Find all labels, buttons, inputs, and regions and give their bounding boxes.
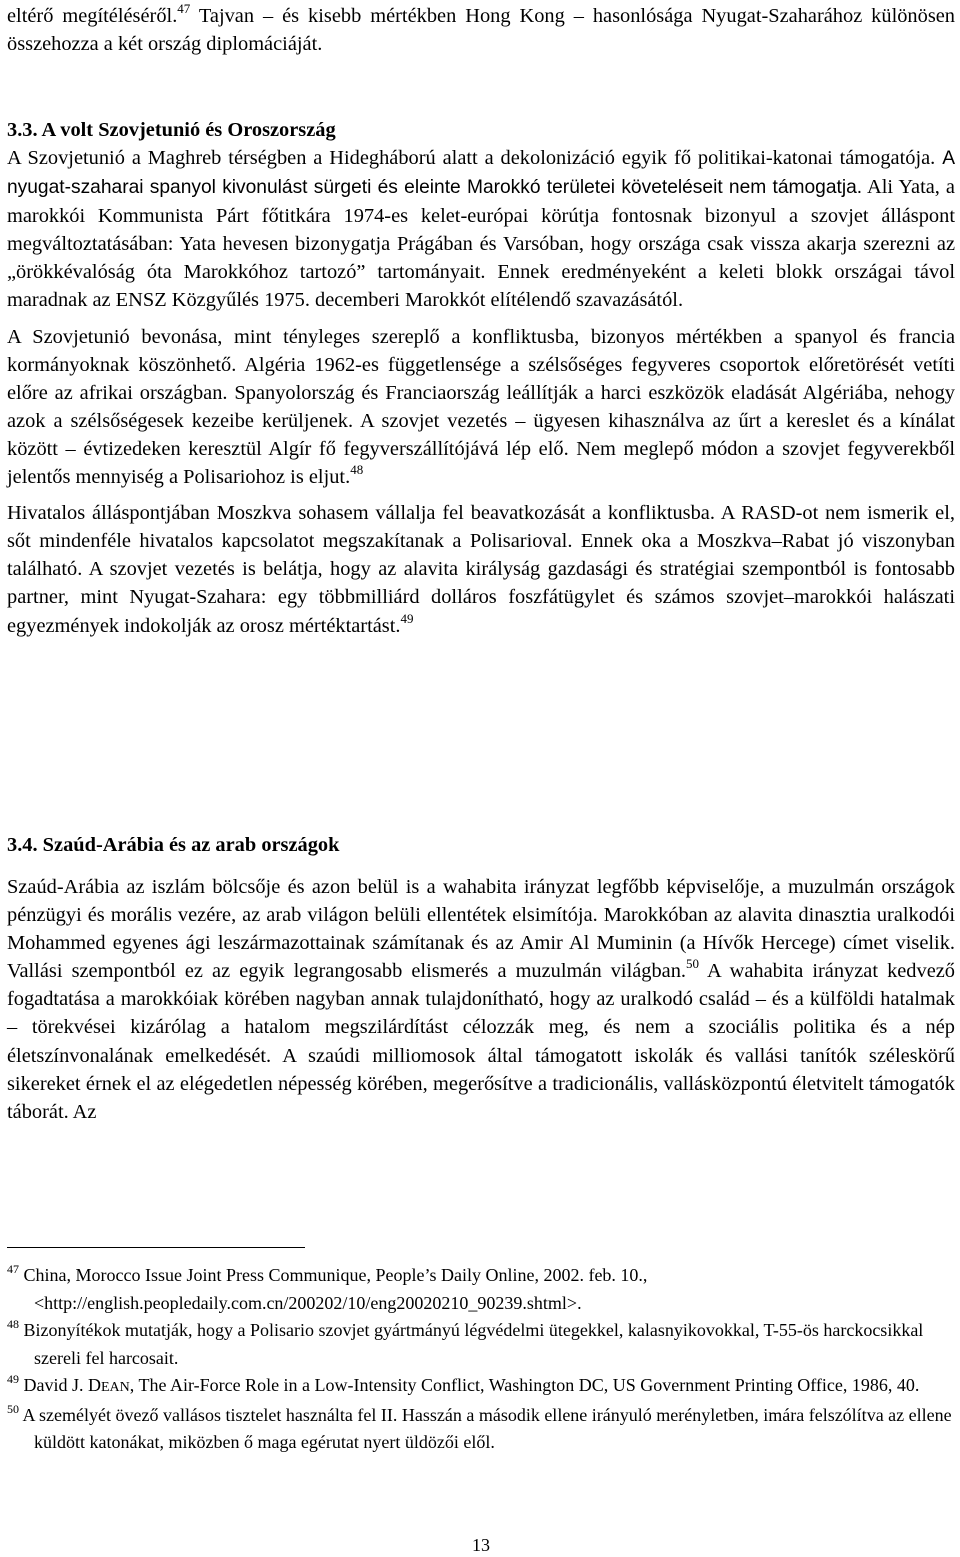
footnote-text: China, Morocco Issue Joint Press Communique, People’s Daily Online, 2002. feb. 10., <http://english.peopledaily.com.cn/200202/10/eng20020210_90239.shtml>. [19, 1265, 648, 1313]
footnote-number: 50 [7, 1401, 19, 1416]
text: A wahabita irányzat kedvező fogadtatása a marokkóiak körében nagyban annak tulajdonítható, hogy az uralkodó család – és a külföldi hatalmak – törekvései kizárólag a hatalom megszilárdítást célozzák meg, és nem a szociális politika és a nép életszínvonalának emelkedését. A szaúdi milliomosok által támogatott iskolák és vallási tanítók széleskörű sikereket érnek el az elégedetlen népesség körében, megerősítve a tradicionális, vallásközpontú életvitelt támogatók táborát. Az [7, 960, 955, 1123]
footnote-48 [7, 1317, 955, 1372]
footnote-author-smallcaps: EAN [101, 1380, 130, 1395]
text: Hivatalos álláspontjában Moszkva sohasem vállalja fel beavatkozását a konfliktusba. A RASD-ot nem ismerik el, sőt mindenféle hivatalos kapcsolatot megszakítanak a Polisarioval. Ennek oka a Moszkva–Rabat jó viszonyban található. A szovjet vezetés is belátja, hogy az alavita királyság gazdasági és stratégiai szempontból is fontosabb partner, mint Nyugat-Szahara: egy többmilliárd dolláros foszfátügylet és számos szovjet–marokkói halászati egyezmények indokolják az orosz mértéktartást. [7, 502, 955, 637]
intro-text: eltérő megítéléséről. [7, 5, 178, 27]
footnote-50 [7, 1402, 955, 1457]
footnote-separator [7, 1247, 305, 1248]
footnote-text: David J. D [19, 1375, 101, 1395]
text: Szaúd-Arábia az iszlám bölcsője és azon belül is a wahabita irányzat legfőbb képviselője, a muzulmán országok pénzügyi és morális vezére, az arab világon belüli ellentétek elsimítója. Marokkóban az alavita dinasztia uralkodói Mohammed egyenes ági leszármazottainak számítanak és az Amir Al Muminin (a Hívők Hercege) címet viselik. Vallási szempontból ez az egyik legrangosabb elismerés a muzulmán világban. [7, 876, 955, 983]
intro-text-cont: Tajvan – és kisebb mértékben Hong Kong – hasonlósága Nyugat-Szaharához különösen összehozza a két ország diplomáciáját. [7, 5, 956, 56]
footnote-number: 47 [7, 1262, 19, 1276]
section-heading-3-3: 3.3. A volt Szovjetunió és Oroszország [7, 119, 336, 141]
footnote-49 [7, 1372, 955, 1402]
paragraph [7, 873, 955, 1126]
intro-paragraph [7, 2, 955, 58]
footnote-number: 48 [7, 1317, 19, 1331]
page-number: 13 [472, 1535, 490, 1555]
footnote-number: 49 [7, 1372, 19, 1386]
section-heading-3-4: 3.4. Szaúd-Arábia és az arab országok [7, 834, 340, 856]
text: A Szovjetunió a Maghreb térségben a Hidegháború alatt a dekolonizáció egyik fő politikai-katonai támogatója. [7, 147, 943, 169]
footnotes [7, 1262, 955, 1457]
paragraph [7, 144, 955, 315]
footnote-ref-47[interactable]: 47 [177, 1, 191, 16]
text: A Szovjetunió bevonása, mint tényleges szereplő a konfliktusba, bizonyos mértékben a spanyol és francia kormányoknak köszönhető. Algéria 1962-es függetlensége a szélsőséges fegyveres csoportok előretörését vetíti előre az afrikai országban. Spanyolország és Franciaország leállítják a harci eszközök eladását Algériába, nehogy azok a szélsőségesek kezeibe kerüljenek. A szovjet vezetés – ügyesen kihasználva az űrt a kereslet és a kínálat között – évtizedeken keresztül Algír fő fegyverszállítójává lép elő. Nem meglepő módon a szovjet fegyverekből jelentős mennyiség a Polisariohoz is eljut. [7, 325, 955, 489]
section-3-3-body [7, 144, 955, 640]
footnote-text: Bizonyítékok mutatják, hogy a Polisario szovjet gyártmányú légvédelmi ütegekkel, kalasnyikovokkal, T-55-ös harckocsikkal szereli fel harcosait. [19, 1320, 924, 1368]
paragraph [7, 323, 955, 492]
text: Ali Yata, a marokkói Kommunista Párt főtitkára 1974-es kelet-európai körútja fontosnak bizonyul a szovjet álláspont megváltoztatásában: Yata hevesen bizonygatja Prágában és Varsóban, hogy országa csak vissza akarja szerezni az „örökkévalóság óta Marokkóhoz tartozó” tartományait. Ennek eredményeként a keleti blokk országai távol maradnak az ENSZ Közgyűlés 1975. decemberi Marokkót elítélendő szavazásától. [7, 176, 955, 312]
footnote-ref-49[interactable]: 49 [400, 610, 414, 626]
footnote-47 [7, 1262, 955, 1317]
footnote-ref-48[interactable]: 48 [350, 462, 364, 478]
paragraph [7, 499, 955, 639]
footnote-ref-50[interactable]: 50 [686, 956, 700, 972]
footnote-text: , The Air-Force Role in a Low-Intensity Conflict, Washington DC, US Government Printing Office, 1986, 40. [129, 1375, 920, 1395]
footnote-text: A személyét övező vallásos tisztelet használta fel II. Hasszán a második ellene irányuló merényletben, imára felszólítva az ellene küldött katonákat, miközben ő maga egérutat nyert üldözői elől. [19, 1404, 952, 1452]
text: A nyugat-szaharai spanyol kivonulást sürgeti és eleinte Marokkó területei követeléseit nem támogatja. [7, 148, 955, 199]
